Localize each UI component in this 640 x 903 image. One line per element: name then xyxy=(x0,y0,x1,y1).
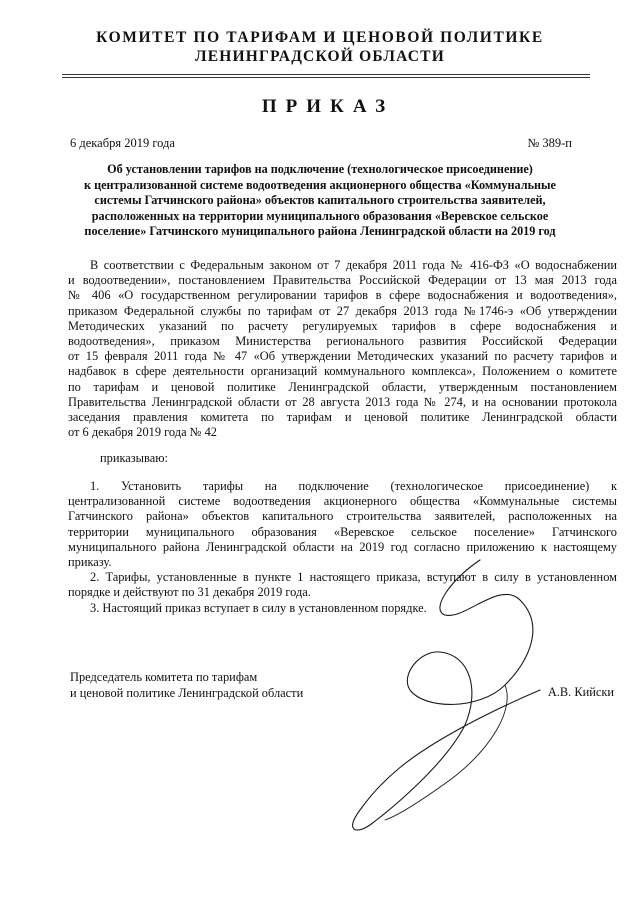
preamble-line: В соответствии с Федеральным законом от 7 декабря 2011 года № 416-ФЗ «О водоснабжении xyxy=(90,258,617,272)
header-rule-thin xyxy=(62,77,590,78)
item-1-line: 1. Установить тарифы на подключение (технологическое присоединение) к xyxy=(90,479,617,493)
item-1-line: территории муниципального образования «Веревское сельское поселение» Гатчинского xyxy=(68,524,617,539)
signatory-role-line: Председатель комитета по тарифам xyxy=(70,670,258,684)
item-2-line: 2. Тарифы, установленные в пункте 1 настоящего приказа, вступают в силу в установленном xyxy=(90,570,617,585)
document-number: № 389-п xyxy=(527,136,572,150)
subject-line: к централизованной системе водоотведения акционерного общества «Коммунальные xyxy=(84,177,556,192)
preamble-line: водоотведения», приказом Министерства регионального развития Российской Федерации xyxy=(68,334,617,349)
signatory-name: А.В. Кийски xyxy=(547,685,614,699)
preamble-line: Правительства Ленинградской области от 28 августа 2013 года № 274, и на основании протокола xyxy=(68,394,617,409)
item-1-line: Гатчинского района» объектов капитального строительства заявителей, расположенных на xyxy=(68,509,617,524)
item-1-line: приказу. xyxy=(68,555,112,570)
organization-line-2: ЛЕНИНГРАДСКОЙ ОБЛАСТИ xyxy=(195,48,445,65)
document-type-title: ПРИКАЗ xyxy=(261,96,395,117)
subject-line: расположенных на территории муниципального образования «Веревское сельское xyxy=(91,208,549,223)
preamble-line: по тарифам и ценовой политике Ленинградской области, утвержденным постановлением xyxy=(68,379,617,394)
subject-line: системы Гатчинского района» объектов капитального строительства заявителей, xyxy=(94,193,546,207)
preamble-line: Методических указаний по расчету регулируемых тарифов в сфере водоснабжения и xyxy=(68,318,617,333)
order-items xyxy=(68,479,617,616)
preamble-line: и водоотведении», постановлением Правительства Российской Федерации от 13 мая 2013 года xyxy=(68,273,617,288)
subject-line: Об установлении тарифов на подключение (технологическое присоединение) xyxy=(107,162,533,176)
orders-word: приказываю: xyxy=(100,451,168,465)
signatory-role xyxy=(70,670,303,701)
preamble-paragraph xyxy=(68,258,617,440)
item-1-line: централизованной системе водоотведения акционерного общества «Коммунальные системы xyxy=(68,494,617,509)
preamble-line: приказом Федеральной службы по тарифам от 27 декабря 2013 года №1746-э «Об утверждении xyxy=(68,303,617,318)
header-rule-thick xyxy=(62,74,590,75)
subject-line: поселение» Гатчинского муниципального района Ленинградской области на 2019 год xyxy=(84,224,556,238)
signatory-role-line: и ценовой политике Ленинградской области xyxy=(70,685,304,700)
item-3-line: 3. Настоящий приказ вступает в силу в установленном порядке. xyxy=(90,600,427,615)
item-2-line: порядке и действуют по 31 декабря 2019 года. xyxy=(68,585,311,600)
preamble-line: надбавок в сфере деятельности организаций коммунального комплекса», Положением о комитете xyxy=(68,364,617,379)
document-subject xyxy=(0,162,640,240)
preamble-line: заседания правления комитета по тарифам и ценовой политике Ленинградской области xyxy=(68,410,617,425)
organization-line-1: КОМИТЕТ ПО ТАРИФАМ И ЦЕНОВОЙ ПОЛИТИКЕ xyxy=(96,29,544,46)
document-date: 6 декабря 2019 года xyxy=(70,136,175,150)
preamble-line: от 6 декабря 2019 года № 42 xyxy=(68,425,217,440)
preamble-line: от 15 февраля 2011 года № 47 «Об утверждении Методических указаний по расчету тарифов и xyxy=(68,349,617,364)
item-1-line: муниципального района Ленинградской области на 2019 год согласно приложению к настоящему xyxy=(68,539,617,554)
organization-name xyxy=(0,28,640,66)
preamble-line: № 406 «О государственном регулировании тарифов в сфере водоснабжения и водоотведения», xyxy=(68,288,617,303)
